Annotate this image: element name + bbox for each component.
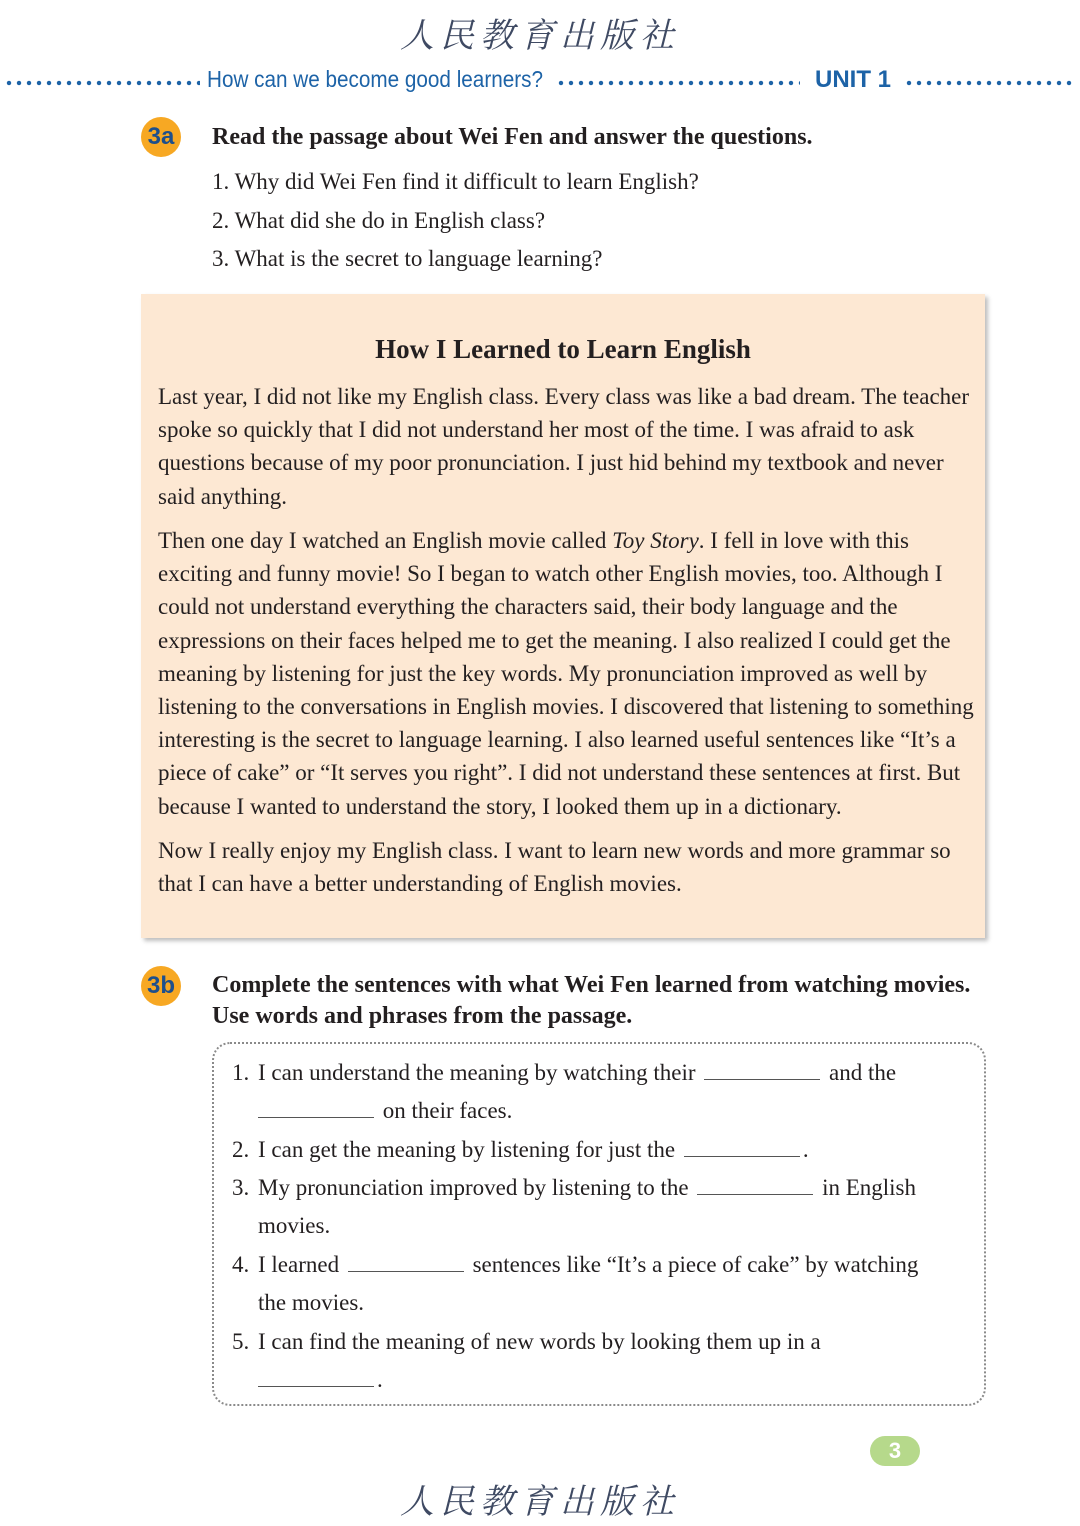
publisher-watermark-bottom: 人民教育出版社 — [400, 1482, 680, 1522]
item-text: My pronunciation improved by listening to the — [258, 1175, 689, 1200]
item-number: 5. — [232, 1329, 250, 1354]
exercise-item-4 — [232, 1246, 972, 1323]
instruction-3b: Complete the sentences with what Wei Fen learned from watching movies. Use words and phrases from the passage. — [212, 972, 971, 1029]
header-dots-middle — [556, 80, 800, 86]
movie-title: Toy Story — [612, 528, 699, 553]
reading-passage — [141, 294, 985, 938]
exercise-item-2 — [232, 1131, 972, 1169]
item-text: . — [377, 1367, 383, 1393]
item-text: I can understand the meaning by watching their — [258, 1060, 696, 1085]
item-text: the movies. — [258, 1290, 365, 1316]
answer-blank[interactable] — [258, 1368, 374, 1387]
exercise-item-5 — [232, 1323, 972, 1400]
paragraph-text: Then one day I watched an English movie called — [158, 528, 613, 553]
item-text: on their faces. — [382, 1098, 513, 1124]
item-text: I learned — [258, 1252, 340, 1277]
item-text: I can get the meaning by listening for just the — [258, 1137, 676, 1162]
passage-paragraph-1: Last year, I did not like my English class. Every class was like a bad dream. The teacher spoke so quickly that I did not understand her most of the time. I was afraid to ask questions because of my poor pronunciation. I just hid behind my textbook and never said anything. — [158, 384, 970, 509]
header-dots-right — [904, 80, 1076, 86]
item-number: 3. — [232, 1175, 250, 1200]
question-item: 3. What is the secret to language learning? — [212, 246, 603, 271]
fill-in-exercise — [212, 1042, 986, 1406]
answer-blank[interactable] — [704, 1061, 820, 1080]
exercise-item-3 — [232, 1169, 972, 1246]
exercise-item-1 — [232, 1054, 972, 1131]
item-number: 2. — [232, 1137, 250, 1162]
publisher-watermark-top: 人民教育出版社 — [400, 16, 680, 56]
instruction-3a: Read the passage about Wei Fen and answer the questions. — [212, 124, 813, 150]
header-title: How can we become good learners? — [207, 66, 543, 92]
item-text: . — [802, 1137, 809, 1162]
item-text: sentences like “It’s a piece of cake” by watching — [472, 1252, 919, 1277]
section-badge-3b: 3b — [141, 966, 181, 1006]
item-text: and the — [829, 1060, 897, 1085]
page-number: 3 — [870, 1436, 920, 1466]
unit-label: UNIT 1 — [815, 66, 892, 93]
passage-paragraph-3: Now I really enjoy my English class. I want to learn new words and more grammar so that I can have a better understanding of English movies. — [158, 838, 951, 897]
section-badge-3a: 3a — [141, 117, 181, 157]
answer-blank[interactable] — [258, 1099, 374, 1118]
item-text: in English — [822, 1175, 916, 1200]
passage-paragraph-2 — [158, 524, 978, 823]
question-list — [212, 166, 699, 282]
item-text: movies. — [258, 1213, 331, 1239]
question-item: 1. Why did Wei Fen find it difficult to learn English? — [212, 169, 699, 194]
question-item: 2. What did she do in English class? — [212, 207, 546, 233]
passage-title: How I Learned to Learn English — [375, 334, 751, 364]
item-text: I can find the meaning of new words by looking them up in a — [258, 1329, 821, 1354]
header-dots-left — [4, 80, 200, 86]
item-number: 4. — [232, 1252, 250, 1277]
paragraph-text: . I fell in love with this exciting and funny movie! So I began to watch other English movies, too. Although I could not understand everything the characters said, their body language and the expressions on their faces helped me to get the meaning. I also realized I could get the meaning by listening for just the key words. My pronunciation improved as well by listening to the conversations in English movies. I discovered that listening to something interesting is the secret to language learning. I also learned useful sentences like “It’s a piece of cake” or “It serves you right”. I did not understand these sentences at first. But because I wanted to understand the story, I looked them up in a dictionary. — [158, 528, 974, 819]
answer-blank[interactable] — [697, 1176, 813, 1195]
answer-blank[interactable] — [684, 1138, 800, 1157]
running-header — [0, 62, 1080, 102]
answer-blank[interactable] — [348, 1253, 464, 1272]
item-number: 1. — [232, 1060, 250, 1085]
